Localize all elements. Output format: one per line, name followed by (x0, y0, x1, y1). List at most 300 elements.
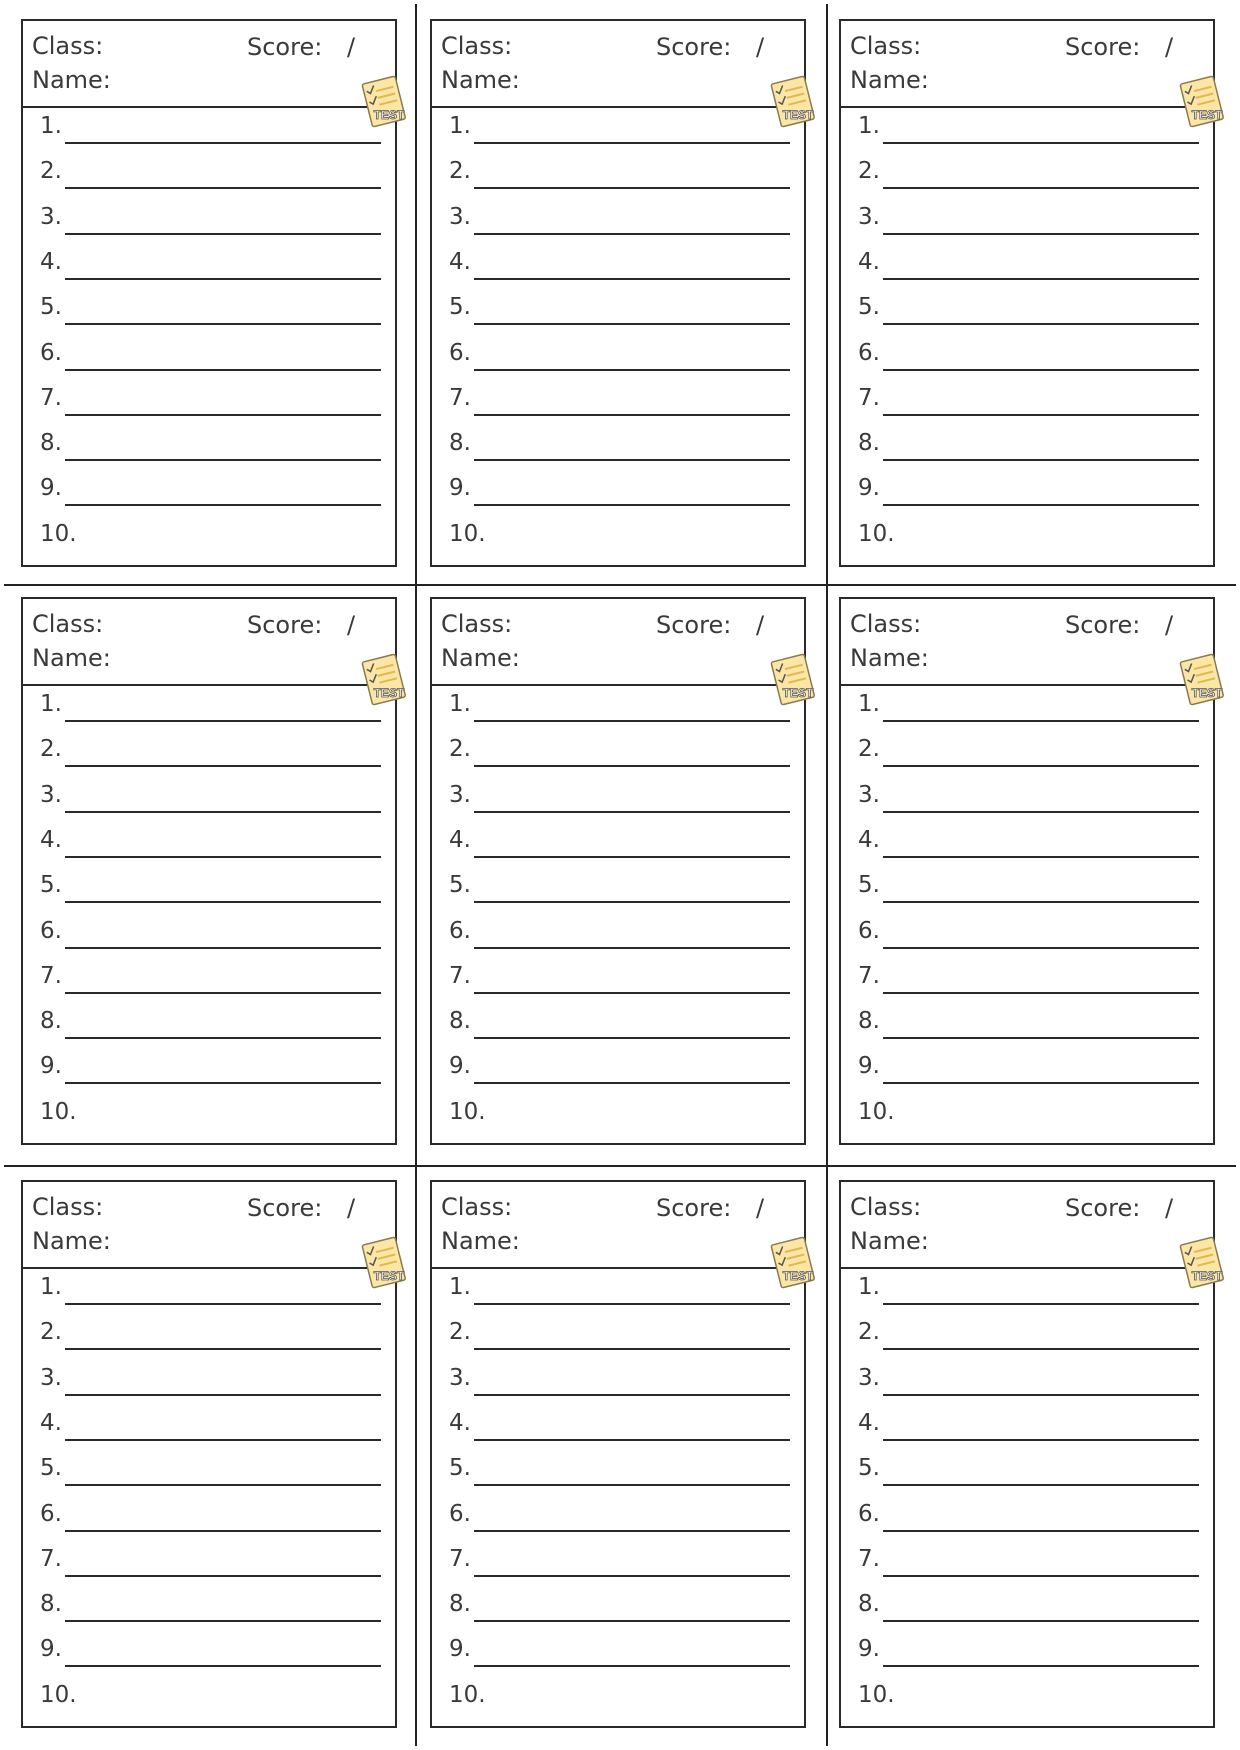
answer-line[interactable] (65, 459, 381, 461)
answer-row (432, 1681, 804, 1726)
answer-line[interactable] (65, 1303, 381, 1305)
name-label: Name: (441, 644, 520, 672)
item-number: 3. (40, 781, 62, 808)
answer-row (841, 1590, 1213, 1635)
badge-text: TEST (1191, 108, 1223, 122)
score-slash: / (1165, 1194, 1174, 1222)
answer-line[interactable] (65, 142, 381, 144)
badge-text: TEST (1191, 686, 1223, 700)
answer-line[interactable] (883, 765, 1199, 767)
class-label: Class: (850, 1193, 922, 1221)
item-number: 5. (858, 872, 880, 899)
score-slash: / (347, 33, 356, 61)
answer-row (432, 917, 804, 962)
answer-line[interactable] (883, 1530, 1199, 1532)
item-number: 6. (40, 917, 62, 944)
item-number: 3. (40, 1364, 62, 1391)
answer-row (23, 1273, 395, 1318)
item-number: 2. (40, 158, 62, 185)
answer-line[interactable] (65, 1439, 381, 1441)
item-number: 6. (40, 1500, 62, 1527)
test-card (21, 19, 405, 567)
item-number: 9. (40, 1636, 62, 1663)
item-number: 5. (858, 294, 880, 321)
answer-line[interactable] (474, 1394, 790, 1396)
answer-row (432, 735, 804, 780)
answer-row (23, 826, 395, 871)
answer-row (23, 112, 395, 157)
card-header (432, 599, 804, 686)
answer-row (23, 248, 395, 293)
answer-line[interactable] (883, 369, 1199, 371)
item-number: 8. (449, 1008, 471, 1035)
answer-row (432, 1590, 804, 1635)
answer-line[interactable] (883, 233, 1199, 235)
answer-row (23, 690, 395, 735)
answer-line[interactable] (474, 947, 790, 949)
answer-line[interactable] (474, 720, 790, 722)
item-number: 1. (858, 691, 880, 717)
item-number: 9. (449, 1636, 471, 1663)
answer-line[interactable] (883, 1037, 1199, 1039)
answer-row (23, 1318, 395, 1363)
answer-row (841, 339, 1213, 384)
badge-text: TEST (782, 686, 814, 700)
item-number: 1. (449, 113, 471, 139)
answer-row (841, 1007, 1213, 1052)
answer-line[interactable] (65, 1484, 381, 1486)
answer-line[interactable] (474, 1484, 790, 1486)
item-number: 8. (449, 430, 471, 457)
item-number: 1. (40, 1274, 62, 1300)
answer-line[interactable] (883, 1484, 1199, 1486)
class-label: Class: (32, 610, 104, 638)
answer-row (23, 781, 395, 826)
badge-text: TEST (1191, 1269, 1223, 1283)
name-label: Name: (850, 1227, 929, 1255)
item-number: 4. (858, 826, 880, 853)
answer-row (23, 962, 395, 1007)
answer-line[interactable] (65, 187, 381, 189)
class-label: Class: (850, 610, 922, 638)
item-number: 8. (40, 1008, 62, 1035)
score-slash: / (1165, 611, 1174, 639)
answer-row (432, 1635, 804, 1680)
answer-row (841, 293, 1213, 338)
answer-row (23, 871, 395, 916)
answer-row (841, 384, 1213, 429)
item-number: 3. (40, 203, 62, 230)
item-number: 10. (40, 1681, 77, 1708)
answer-row (432, 474, 804, 519)
answer-row (23, 1500, 395, 1545)
answer-row (841, 1273, 1213, 1318)
item-number: 3. (858, 203, 880, 230)
answer-row (841, 1454, 1213, 1499)
answer-row (841, 112, 1213, 157)
answer-line[interactable] (474, 811, 790, 813)
item-number: 1. (40, 691, 62, 717)
item-number: 2. (449, 158, 471, 185)
answer-line[interactable] (474, 1620, 790, 1622)
card-header (841, 1182, 1213, 1269)
score-slash: / (756, 1194, 765, 1222)
answer-line[interactable] (474, 414, 790, 416)
class-label: Class: (32, 1193, 104, 1221)
score-label: Score: (247, 33, 323, 61)
answer-line[interactable] (883, 323, 1199, 325)
answer-row (841, 157, 1213, 202)
answer-line[interactable] (883, 414, 1199, 416)
answer-row (432, 112, 804, 157)
answer-line[interactable] (474, 1037, 790, 1039)
answer-row (432, 871, 804, 916)
card-header (23, 21, 395, 108)
answer-row (432, 293, 804, 338)
score-label: Score: (656, 33, 732, 61)
answer-row (432, 203, 804, 248)
score-slash: / (756, 33, 765, 61)
item-number: 2. (449, 1319, 471, 1346)
answer-line[interactable] (65, 1394, 381, 1396)
class-label: Class: (441, 1193, 513, 1221)
answer-line[interactable] (883, 1665, 1199, 1667)
item-number: 9. (858, 1636, 880, 1663)
item-number: 10. (40, 520, 77, 547)
answer-line[interactable] (474, 1082, 790, 1084)
answer-row (432, 826, 804, 871)
answer-line[interactable] (474, 1439, 790, 1441)
answer-line[interactable] (65, 811, 381, 813)
answer-row (841, 1681, 1213, 1726)
answer-row (23, 1364, 395, 1409)
answer-row (432, 520, 804, 565)
answer-row (23, 1098, 395, 1143)
class-label: Class: (850, 32, 922, 60)
score-label: Score: (656, 611, 732, 639)
answer-row (23, 474, 395, 519)
answer-row (432, 1500, 804, 1545)
item-number: 3. (449, 781, 471, 808)
test-card (21, 597, 405, 1145)
answer-line[interactable] (474, 992, 790, 994)
name-label: Name: (441, 1227, 520, 1255)
answer-line[interactable] (883, 187, 1199, 189)
item-number: 2. (858, 158, 880, 185)
answer-line[interactable] (474, 504, 790, 506)
item-number: 2. (40, 1319, 62, 1346)
answer-row (432, 339, 804, 384)
answer-line[interactable] (883, 504, 1199, 506)
cut-line-horizontal-1 (4, 584, 1236, 586)
answer-line[interactable] (65, 1082, 381, 1084)
answer-line[interactable] (474, 323, 790, 325)
answer-line[interactable] (65, 1620, 381, 1622)
item-number: 6. (40, 339, 62, 366)
name-label: Name: (850, 644, 929, 672)
item-number: 4. (40, 1409, 62, 1436)
answer-row (432, 1273, 804, 1318)
answer-line[interactable] (474, 1665, 790, 1667)
score-slash: / (1165, 33, 1174, 61)
item-number: 6. (449, 917, 471, 944)
score-label: Score: (247, 1194, 323, 1222)
answer-line[interactable] (883, 720, 1199, 722)
answer-line[interactable] (474, 369, 790, 371)
badge-text: TEST (373, 108, 405, 122)
answer-row (432, 781, 804, 826)
answer-row (841, 1098, 1213, 1143)
answer-row (23, 429, 395, 474)
answer-line[interactable] (65, 1348, 381, 1350)
item-number: 10. (858, 1681, 895, 1708)
answer-line[interactable] (883, 1575, 1199, 1577)
class-label: Class: (441, 610, 513, 638)
answer-line[interactable] (65, 1575, 381, 1577)
answer-row (23, 1007, 395, 1052)
answer-line[interactable] (65, 233, 381, 235)
answer-row (432, 429, 804, 474)
answer-row (432, 1545, 804, 1590)
answer-line[interactable] (883, 1082, 1199, 1084)
test-card (430, 1180, 814, 1728)
card-header (841, 21, 1213, 108)
answer-row (841, 474, 1213, 519)
item-number: 8. (40, 430, 62, 457)
name-label: Name: (850, 66, 929, 94)
item-number: 10. (449, 1098, 486, 1125)
answer-line[interactable] (883, 1439, 1199, 1441)
answer-row (23, 520, 395, 565)
answer-line[interactable] (65, 901, 381, 903)
item-number: 5. (40, 872, 62, 899)
answer-line[interactable] (474, 233, 790, 235)
item-number: 10. (858, 1098, 895, 1125)
badge-text: TEST (373, 686, 405, 700)
item-number: 4. (40, 826, 62, 853)
answer-line[interactable] (883, 459, 1199, 461)
answer-line[interactable] (65, 856, 381, 858)
answer-line[interactable] (883, 901, 1199, 903)
answer-line[interactable] (474, 901, 790, 903)
item-number: 2. (858, 1319, 880, 1346)
answer-row (23, 339, 395, 384)
answer-row (841, 735, 1213, 780)
answer-row (432, 1052, 804, 1097)
answer-line[interactable] (883, 142, 1199, 144)
item-number: 9. (858, 475, 880, 502)
test-card (839, 19, 1223, 567)
item-number: 7. (858, 384, 880, 411)
answer-row (432, 1409, 804, 1454)
answer-row (432, 1364, 804, 1409)
score-label: Score: (1065, 611, 1141, 639)
item-number: 5. (449, 1455, 471, 1482)
item-number: 4. (449, 1409, 471, 1436)
item-number: 10. (449, 1681, 486, 1708)
item-number: 4. (449, 826, 471, 853)
answer-line[interactable] (65, 1037, 381, 1039)
item-number: 9. (40, 1053, 62, 1080)
item-number: 5. (40, 1455, 62, 1482)
answer-row (23, 917, 395, 962)
answer-row (841, 690, 1213, 735)
answer-line[interactable] (883, 1620, 1199, 1622)
answer-row (23, 384, 395, 429)
item-number: 7. (40, 384, 62, 411)
answer-row (841, 1500, 1213, 1545)
answer-line[interactable] (883, 1394, 1199, 1396)
name-label: Name: (32, 644, 111, 672)
item-number: 6. (449, 339, 471, 366)
answer-line[interactable] (65, 504, 381, 506)
item-number: 5. (40, 294, 62, 321)
item-number: 4. (858, 1409, 880, 1436)
answer-line[interactable] (883, 992, 1199, 994)
item-number: 8. (40, 1591, 62, 1618)
item-number: 4. (449, 248, 471, 275)
answer-row (432, 1454, 804, 1499)
answer-line[interactable] (883, 856, 1199, 858)
answer-line[interactable] (474, 187, 790, 189)
item-number: 9. (449, 475, 471, 502)
answer-row (841, 1545, 1213, 1590)
answer-line[interactable] (65, 720, 381, 722)
answer-row (23, 157, 395, 202)
item-number: 8. (858, 1008, 880, 1035)
answer-line[interactable] (65, 278, 381, 280)
answer-row (841, 1409, 1213, 1454)
answer-row (841, 203, 1213, 248)
score-label: Score: (1065, 1194, 1141, 1222)
card-header (23, 599, 395, 686)
answer-line[interactable] (883, 1303, 1199, 1305)
answer-line[interactable] (65, 414, 381, 416)
item-number: 3. (449, 1364, 471, 1391)
item-number: 7. (449, 962, 471, 989)
badge-text: TEST (782, 108, 814, 122)
answer-row (432, 248, 804, 293)
answer-line[interactable] (65, 1530, 381, 1532)
answer-line[interactable] (474, 459, 790, 461)
answer-line[interactable] (65, 947, 381, 949)
answer-line[interactable] (474, 1348, 790, 1350)
item-number: 7. (858, 962, 880, 989)
answer-line[interactable] (474, 856, 790, 858)
cut-line-vertical-2 (826, 4, 828, 1746)
item-number: 7. (858, 1545, 880, 1572)
name-label: Name: (32, 66, 111, 94)
answer-row (23, 1681, 395, 1726)
answer-row (23, 293, 395, 338)
answer-row (432, 690, 804, 735)
answer-row (841, 1052, 1213, 1097)
answer-row (23, 735, 395, 780)
item-number: 3. (858, 1364, 880, 1391)
answer-row (841, 826, 1213, 871)
answer-line[interactable] (65, 765, 381, 767)
score-slash: / (347, 1194, 356, 1222)
item-number: 2. (449, 736, 471, 763)
item-number: 5. (449, 872, 471, 899)
score-label: Score: (656, 1194, 732, 1222)
item-number: 10. (858, 520, 895, 547)
answer-row (841, 248, 1213, 293)
answer-line[interactable] (474, 142, 790, 144)
item-number: 2. (40, 736, 62, 763)
answer-row (432, 1007, 804, 1052)
item-number: 10. (449, 520, 486, 547)
badge-text: TEST (782, 1269, 814, 1283)
card-header (432, 21, 804, 108)
item-number: 6. (858, 917, 880, 944)
name-label: Name: (32, 1227, 111, 1255)
item-number: 3. (858, 781, 880, 808)
answer-row (841, 781, 1213, 826)
answer-row (432, 384, 804, 429)
answer-row (23, 1545, 395, 1590)
answer-line[interactable] (883, 278, 1199, 280)
answer-line[interactable] (883, 811, 1199, 813)
answer-row (432, 962, 804, 1007)
answer-line[interactable] (474, 1303, 790, 1305)
badge-text: TEST (373, 1269, 405, 1283)
item-number: 1. (40, 113, 62, 139)
answer-row (841, 871, 1213, 916)
item-number: 5. (449, 294, 471, 321)
name-label: Name: (441, 66, 520, 94)
answer-row (841, 962, 1213, 1007)
answer-row (23, 1409, 395, 1454)
class-label: Class: (32, 32, 104, 60)
item-number: 7. (449, 384, 471, 411)
score-label: Score: (247, 611, 323, 639)
item-number: 9. (858, 1053, 880, 1080)
answer-row (841, 1318, 1213, 1363)
test-card (839, 1180, 1223, 1728)
item-number: 9. (449, 1053, 471, 1080)
score-slash: / (756, 611, 765, 639)
item-number: 8. (858, 1591, 880, 1618)
item-number: 1. (449, 691, 471, 717)
item-number: 8. (858, 430, 880, 457)
answer-line[interactable] (474, 1530, 790, 1532)
answer-row (841, 917, 1213, 962)
answer-line[interactable] (65, 323, 381, 325)
answer-line[interactable] (474, 1575, 790, 1577)
item-number: 4. (40, 248, 62, 275)
card-header (432, 1182, 804, 1269)
item-number: 6. (858, 1500, 880, 1527)
answer-row (23, 1454, 395, 1499)
answer-line[interactable] (65, 369, 381, 371)
answer-line[interactable] (883, 1348, 1199, 1350)
answer-line[interactable] (474, 765, 790, 767)
answer-line[interactable] (65, 992, 381, 994)
item-number: 9. (40, 475, 62, 502)
item-number: 1. (858, 113, 880, 139)
answer-line[interactable] (65, 1665, 381, 1667)
answer-row (432, 1098, 804, 1143)
item-number: 8. (449, 1591, 471, 1618)
answer-row (841, 1364, 1213, 1409)
score-slash: / (347, 611, 356, 639)
answer-line[interactable] (474, 278, 790, 280)
item-number: 1. (858, 1274, 880, 1300)
test-card (839, 597, 1223, 1145)
answer-line[interactable] (883, 947, 1199, 949)
answer-row (23, 1635, 395, 1680)
